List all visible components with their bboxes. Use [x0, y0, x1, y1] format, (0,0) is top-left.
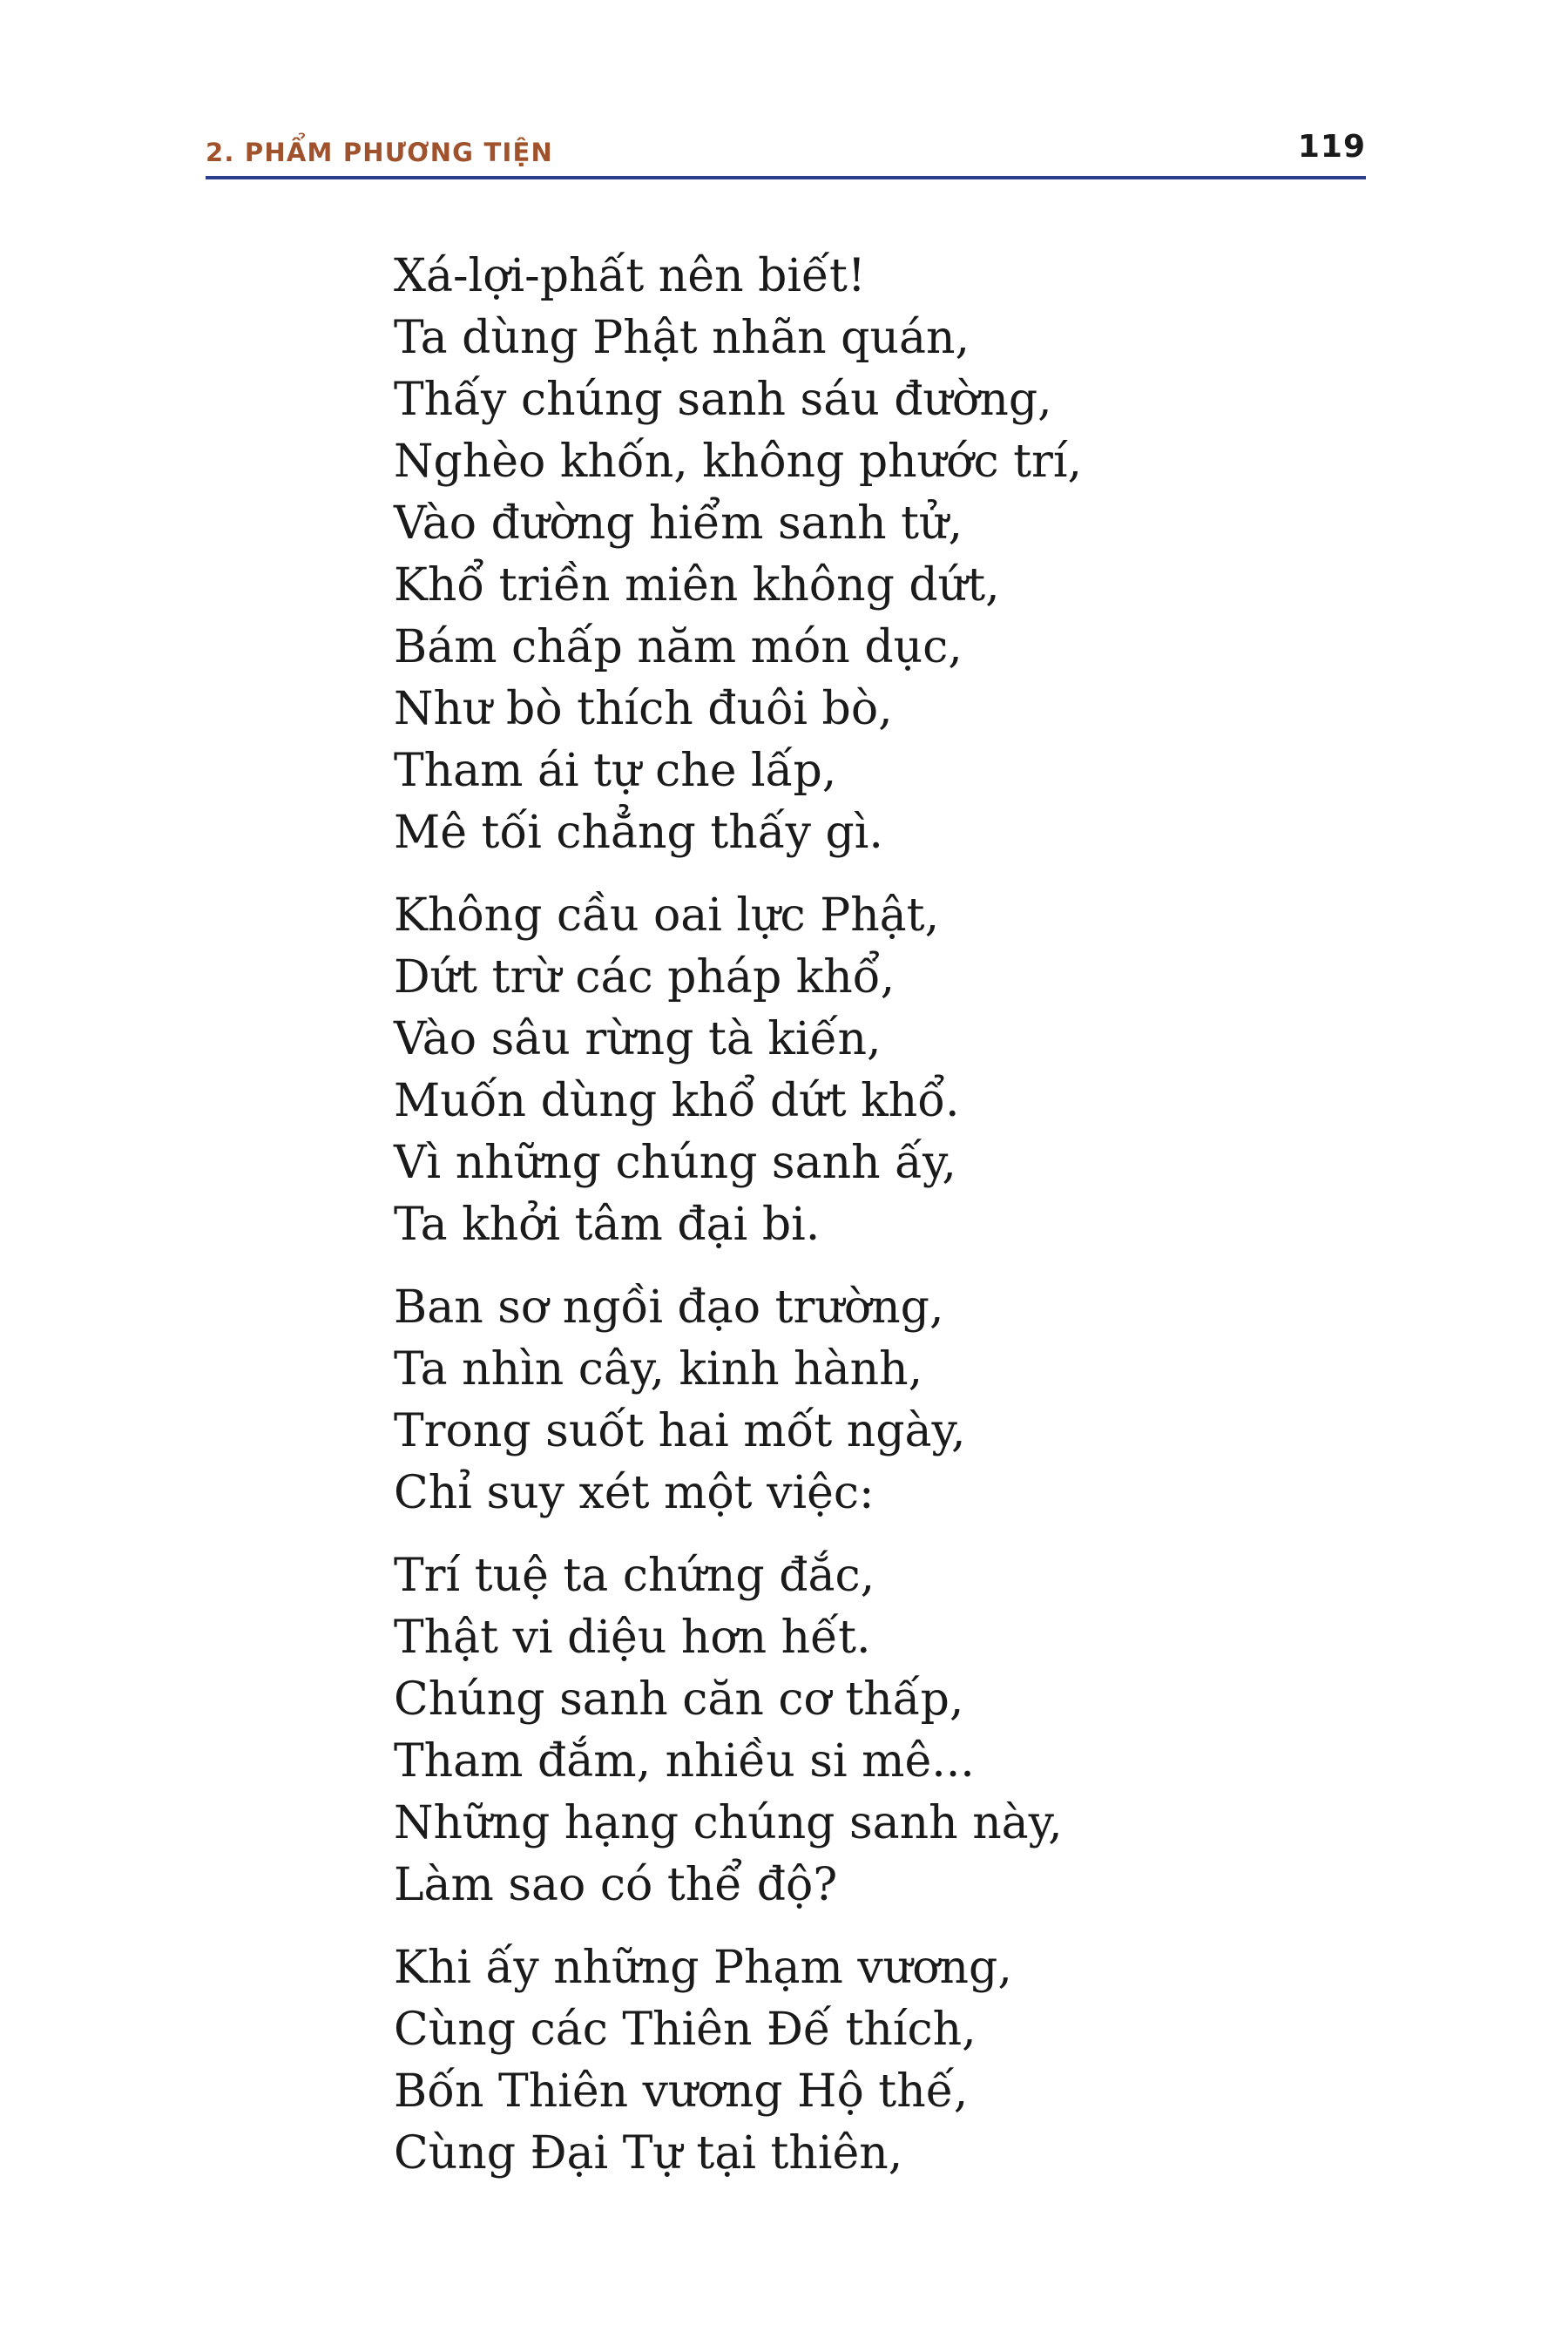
verse-line: Mê tối chẳng thấy gì.: [394, 807, 883, 859]
running-header: [206, 129, 1366, 178]
verse-line: Ban sơ ngồi đạo trường,: [394, 1281, 944, 1334]
stanza-5: [394, 1937, 1352, 2185]
verse-line: Thấy chúng sanh sáu đường,: [394, 374, 1052, 426]
verse-line: Bám chấp năm món dục,: [394, 621, 963, 673]
chapter-title: 2. PHẨM PHƯƠNG TIỆN: [206, 138, 553, 167]
verse-line: Nghèo khốn, không phước trí,: [394, 436, 1083, 488]
verse-line: Vì những chúng sanh ấy,: [394, 1137, 956, 1189]
verse-line: Vào đường hiểm sanh tử,: [394, 497, 963, 550]
verse-line: Ta nhìn cây, kinh hành,: [394, 1343, 923, 1396]
stanza-4: [394, 1545, 1352, 1916]
verse-line: Bốn Thiên vương Hộ thế,: [394, 2065, 969, 2118]
verse-line: Ta dùng Phật nhãn quán,: [394, 312, 970, 364]
verse-line: Dứt trừ các pháp khổ,: [394, 951, 896, 1004]
verse-line: Chúng sanh căn cơ thấp,: [394, 1673, 964, 1726]
verse-line: Như bò thích đuôi bò,: [394, 683, 893, 735]
page-number: 119: [1297, 129, 1366, 165]
verse-line: Ta khởi tâm đại bi.: [394, 1199, 821, 1251]
header-rule: [206, 176, 1366, 179]
verse-line: Làm sao có thể độ?: [394, 1859, 838, 1911]
verse-line: Muốn dùng khổ dứt khổ.: [394, 1075, 960, 1127]
poem: [394, 246, 1352, 2206]
verse-line: Những hạng chúng sanh này,: [394, 1797, 1063, 1849]
stanza-1: [394, 246, 1352, 864]
verse-line: Cùng Đại Tự tại thiên,: [394, 2127, 903, 2180]
stanza-3: [394, 1277, 1352, 1524]
verse-line: Trí tuệ ta chứng đắc,: [394, 1550, 875, 1602]
verse-line: Xá-lợi-phất nên biết!: [394, 250, 866, 302]
verse-line: Vào sâu rừng tà kiến,: [394, 1013, 882, 1065]
verse-line: Tham ái tự che lấp,: [394, 745, 837, 797]
verse-line: Thật vi diệu hơn hết.: [394, 1612, 871, 1664]
verse-line: Không cầu oai lực Phật,: [394, 889, 940, 942]
verse-line: Chỉ suy xét một việc:: [394, 1467, 875, 1519]
verse-line: Trong suốt hai mốt ngày,: [394, 1405, 966, 1457]
verse-line: Cùng các Thiên Đế thích,: [394, 2004, 977, 2056]
verse-line: Tham đắm, nhiều si mê...: [394, 1735, 975, 1788]
verse-line: Khi ấy những Phạm vương,: [394, 1942, 1012, 1994]
verse-line: Khổ triền miên không dứt,: [394, 559, 1000, 612]
stanza-2: [394, 885, 1352, 1256]
